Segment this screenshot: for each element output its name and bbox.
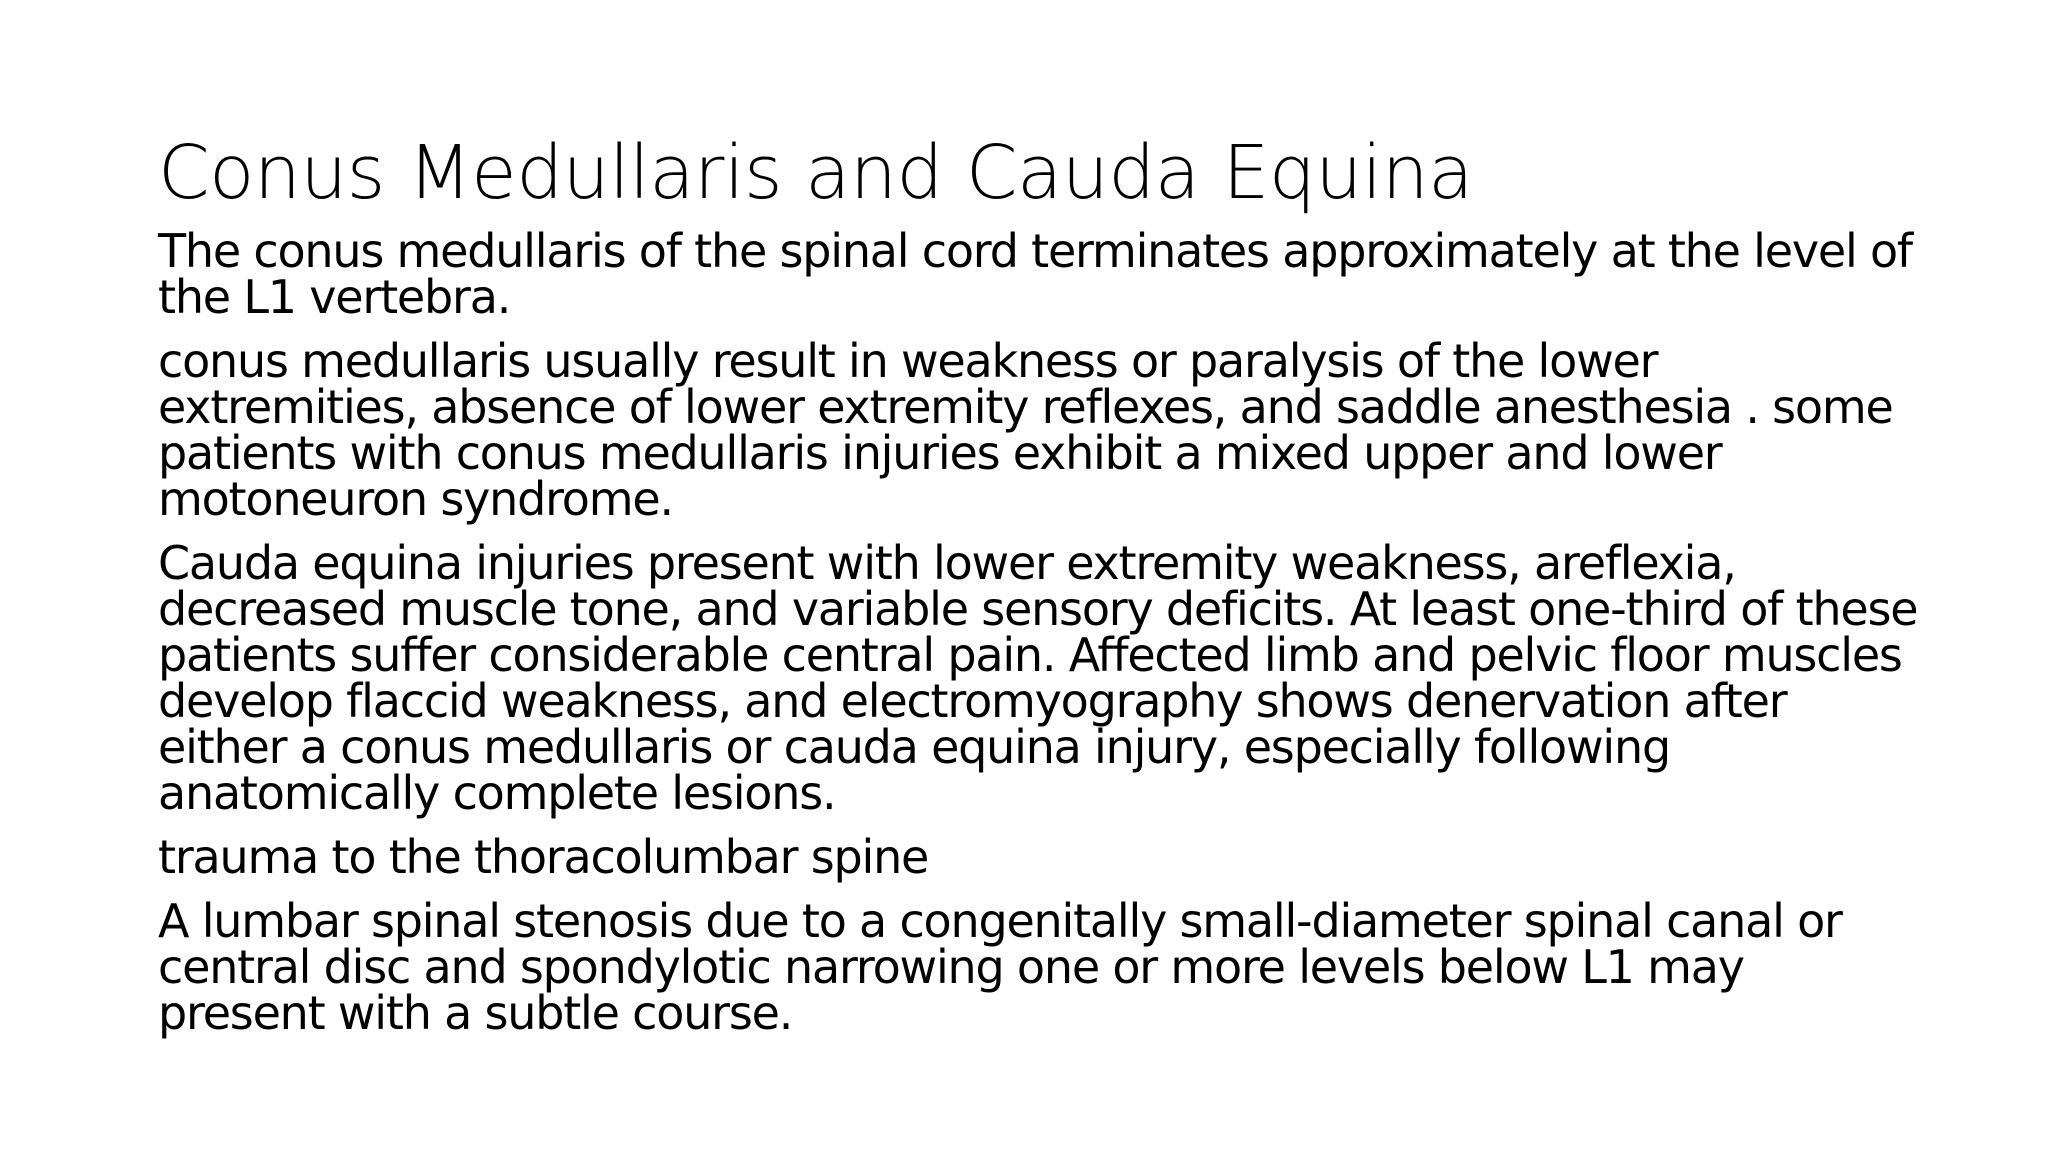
paragraph-conus-injury: conus medullaris usually result in weakness or paralysis of the lower extremities, absence of lower extremity reflexes, and saddle anesthesia . some patients with conus medullaris injuries exhibit a mixed upper and lower motoneuron syndrome. xyxy=(158,334,1893,526)
paragraph-trauma: trauma to the thoracolumbar spine xyxy=(158,830,929,884)
paragraph-cauda-equina: Cauda equina injuries present with lower extremity weakness, areflexia, decreased muscle tone, and variable sensory deficits. At least one-third of these patients suffer considerable central pain. Affected limb and pelvic floor muscles develop flaccid weakness, and electromyography shows denervation after either a conus medullaris or cauda equina injury, especially following anatomically complete lesions. xyxy=(158,536,1918,820)
slide-title: Conus Medullaris and Cauda Equina xyxy=(158,130,1474,216)
paragraph-stenosis: A lumbar spinal stenosis due to a congenitally small-diameter spinal canal or central disc and spondylotic narrowing one or more levels below L1 may present with a subtle course. xyxy=(158,894,1842,1040)
slide-body xyxy=(158,224,1918,1054)
paragraph-conus-level: The conus medullaris of the spinal cord terminates approximately at the level of the L1 vertebra. xyxy=(158,224,1912,324)
